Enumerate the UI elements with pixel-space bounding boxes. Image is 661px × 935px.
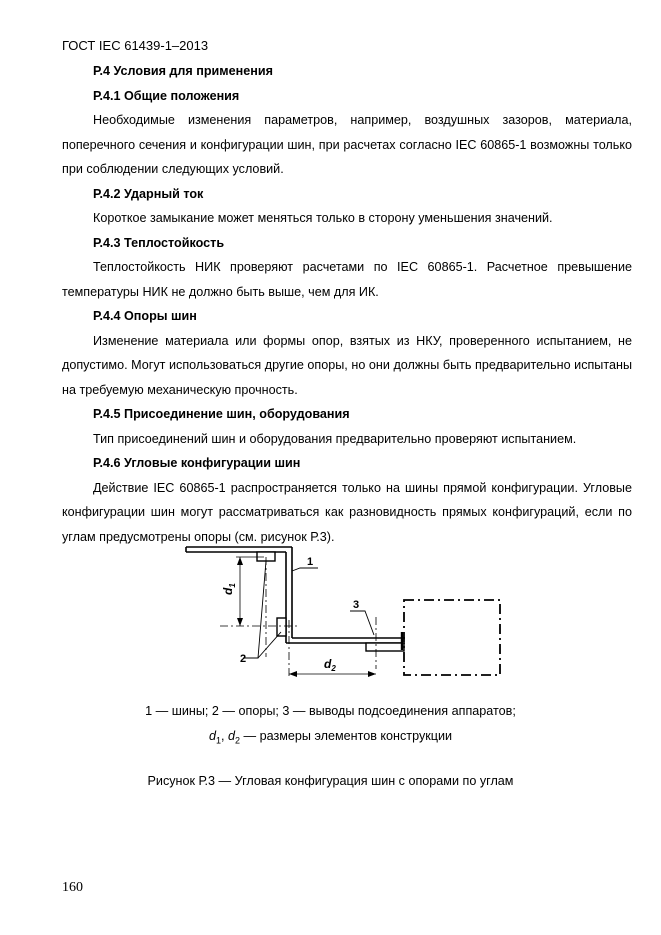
d2-arrow-right	[368, 671, 376, 677]
section-heading: Р.4 Условия для применения	[93, 64, 273, 78]
paragraph: Необходимые изменения параметров, например, воздушных зазоров, материала, поперечного сечения и конфигурации шин, при расчетах согласно IEC 60865-1 возможны только при соблюдении следующих условий.	[62, 113, 632, 176]
d1-arrow-top	[237, 557, 243, 565]
support-corner	[277, 618, 286, 636]
document-header: ГОСТ IEC 61439-1–2013	[62, 38, 209, 53]
section-heading: Р.4.3 Теплостойкость	[93, 235, 225, 250]
body-text	[62, 59, 632, 549]
section-heading: Р.4.4 Опоры шин	[93, 309, 197, 323]
label-2: 2	[240, 653, 247, 665]
busbar-figure	[180, 537, 510, 687]
terminal	[366, 643, 404, 651]
figure-legend-line2: $d_1$, $d_2$ — размеры элементов конструкции	[208, 729, 453, 746]
section-heading: Р.4.5 Присоединение шин, оборудования	[93, 407, 350, 421]
paragraph: Теплостойкость НИК проверяют расчетами по IEC 60865-1. Расчетное превышение температуры НИК не должно быть выше, чем для ИК.	[62, 260, 632, 299]
paragraph: Тип присоединений шин и оборудования предварительно проверяют испытанием.	[93, 431, 577, 446]
d2-label: $d_2$	[324, 657, 336, 673]
apparatus-box	[404, 600, 500, 675]
section-heading: Р.4.2 Ударный ток	[93, 186, 204, 201]
paragraph: Короткое замыкание может меняться только в сторону уменьшения значений.	[93, 211, 553, 225]
busbar	[186, 547, 405, 643]
d1-label: $d_1$	[221, 583, 237, 595]
d2-arrow-left	[289, 671, 297, 677]
paragraph: Действие IEC 60865-1 распространяется только на шины прямой конфигурации. Угловые конфигурации шин могут рассматриваться как разновидность прямых конфигураций, если по углам предусмотрены опоры (см. рисунок Р.3).	[62, 480, 632, 544]
figure-title: Рисунок Р.3 — Угловая конфигурация шин с опорами по углам	[147, 774, 514, 788]
label-1: 1	[307, 556, 314, 568]
label-3: 3	[353, 599, 360, 611]
section-heading: Р.4.6 Угловые конфигурации шин	[93, 456, 301, 470]
section-heading: Р.4.1 Общие положения	[93, 88, 240, 103]
paragraph: Изменение материала или формы опор, взятых из НКУ, проверенного испытанием, не допустимо. Могут использоваться другие опоры, но они должны быть предварительно испытаны на требуемую механическую прочность.	[62, 333, 632, 397]
page-number: 160	[62, 880, 83, 895]
d1-arrow-bottom	[237, 618, 243, 626]
figure-legend-line1: 1 — шины; 2 — опоры; 3 — выводы подсоединения аппаратов;	[145, 704, 516, 718]
